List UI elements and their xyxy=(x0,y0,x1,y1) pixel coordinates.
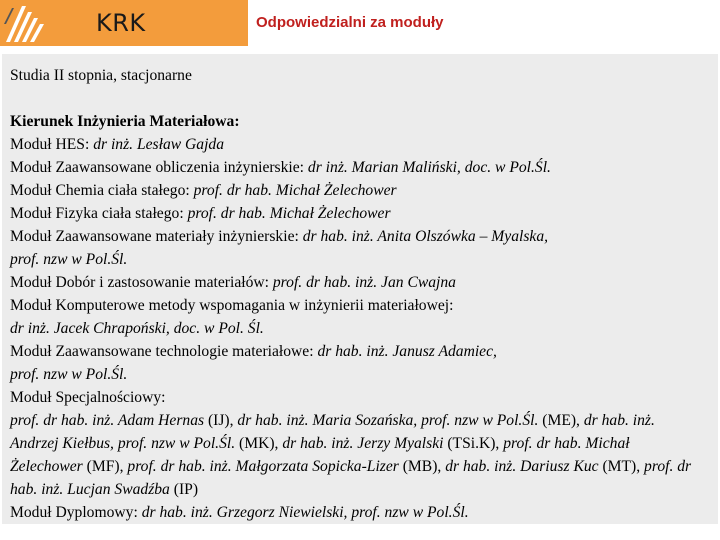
module-person: dr hab. inż. Janusz Adamiec, xyxy=(317,343,497,360)
specialist-name: prof. dr hab. Michał Żelechower xyxy=(10,435,630,475)
module-person: dr inż. Lesław Gajda xyxy=(93,136,225,153)
content-panel xyxy=(2,54,718,524)
module-row xyxy=(10,225,718,248)
module-label: Moduł Chemia ciała stałego: xyxy=(10,182,194,199)
specialist-name: prof. dr hab. inż. Lucjan Swadźba xyxy=(10,458,692,498)
module-row xyxy=(10,156,718,179)
module-row-continued xyxy=(10,248,718,271)
module-label: Moduł Zaawansowane obliczenia inżynierskie: xyxy=(10,159,308,176)
module-row xyxy=(10,202,718,225)
module-row-continued xyxy=(10,363,718,386)
module-label: Moduł Dobór i zastosowanie materiałów: xyxy=(10,274,273,291)
specialization-code: (IJ), xyxy=(204,412,238,429)
module-person: prof. nzw w Pol.Śl. xyxy=(10,251,128,268)
specialization-code: (MF), xyxy=(82,458,128,475)
specialist-name: dr hab. inż. Jerzy Myalski xyxy=(282,435,444,452)
module-person: prof. nzw w Pol.Śl. xyxy=(10,366,128,383)
module-row xyxy=(10,294,718,317)
module-label: Moduł Zaawansowane materiały inżynierskie: xyxy=(10,228,303,245)
specialization-code: (TSi.K), xyxy=(443,435,504,452)
specialization-code: (MB), xyxy=(398,458,446,475)
module-person: prof. dr hab. Michał Żelechower xyxy=(193,182,397,199)
module-label: Moduł Dyplomowy: xyxy=(10,504,142,521)
university-logo xyxy=(2,2,46,44)
specialization-code: (IP) xyxy=(169,481,199,498)
header xyxy=(0,0,720,46)
brand-name: KRK xyxy=(96,9,146,37)
module-person: dr inż. Jacek Chrapoński, doc. w Pol. Śl. xyxy=(10,320,264,337)
module-person: dr hab. inż. Grzegorz Niewielski, prof. nzw w Pol.Śl. xyxy=(141,504,469,521)
specialist-name: dr hab. inż. Dariusz Kuc xyxy=(445,458,599,475)
specialization-label: Moduł Specjalnościowy: xyxy=(10,389,166,406)
logo-panel xyxy=(0,0,248,46)
module-person: dr inż. Marian Maliński, doc. w Pol.Śl. xyxy=(307,159,551,176)
specialist-name: dr hab. inż. Andrzej Kiełbus, prof. nzw w Pol.Śl. xyxy=(10,412,655,452)
module-row xyxy=(10,133,718,156)
module-label: Moduł Fizyka ciała stałego: xyxy=(10,205,188,222)
specialist-name: dr hab. inż. Maria Sozańska, prof. nzw w Pol.Śl. xyxy=(237,412,539,429)
module-label: Moduł Komputerowe metody wspomagania w inżynierii materiałowej: xyxy=(10,297,454,314)
module-person: prof. dr hab. Michał Żelechower xyxy=(187,205,391,222)
module-person: prof. dr hab. inż. Jan Cwajna xyxy=(272,274,456,291)
study-type: Studia II stopnia, stacjonarne xyxy=(10,67,192,84)
module-row-continued xyxy=(10,317,718,340)
specialization-list xyxy=(10,409,700,501)
module-row xyxy=(10,179,718,202)
module-row xyxy=(10,340,718,363)
specialist-name: prof. dr hab. inż. Małgorzata Sopicka-Lizer xyxy=(127,458,399,475)
page-title: Odpowiedzialni za moduły xyxy=(256,14,444,31)
specialization-code: (ME), xyxy=(538,412,584,429)
specialist-name: prof. dr hab. inż. Adam Hernas xyxy=(10,412,205,429)
specialization-code: (MK), xyxy=(235,435,283,452)
module-label: Moduł HES: xyxy=(10,136,94,153)
specialization-code: (MT), xyxy=(598,458,645,475)
module-label: Moduł Zaawansowane technologie materiałowe: xyxy=(10,343,318,360)
module-row xyxy=(10,501,718,524)
module-row xyxy=(10,271,718,294)
field-heading: Kierunek Inżynieria Materiałowa: xyxy=(10,113,240,130)
module-person: dr hab. inż. Anita Olszówka – Myalska, xyxy=(302,228,549,245)
